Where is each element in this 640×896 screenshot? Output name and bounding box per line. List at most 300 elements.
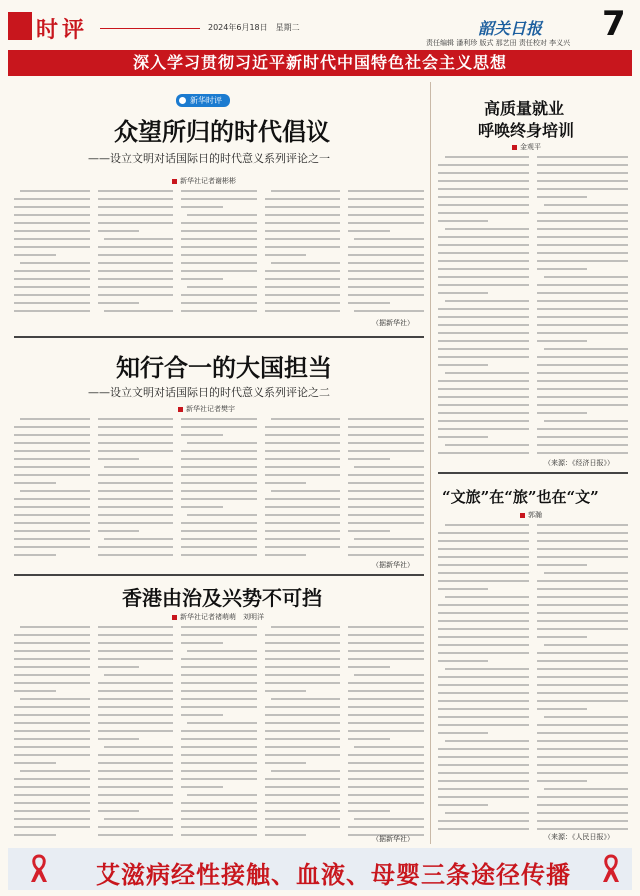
text-line	[348, 826, 424, 828]
text-line	[537, 588, 628, 590]
text-line	[20, 490, 90, 492]
text-line	[438, 196, 529, 198]
text-line	[348, 230, 390, 232]
article-2-byline-text: 新华社记者樊宇	[186, 405, 235, 413]
text-line	[438, 436, 488, 438]
text-line	[181, 626, 257, 628]
text-line	[265, 826, 341, 828]
text-line	[181, 810, 257, 812]
text-line	[348, 522, 424, 524]
text-line	[98, 658, 174, 660]
text-line	[181, 802, 257, 804]
text-line	[98, 666, 140, 668]
text-line	[438, 604, 529, 606]
text-line	[181, 754, 257, 756]
text-line	[348, 474, 424, 476]
text-line	[537, 772, 628, 774]
text-line	[537, 724, 628, 726]
text-line	[438, 628, 529, 630]
text-line	[438, 172, 529, 174]
text-column	[181, 190, 257, 316]
text-line	[348, 190, 424, 192]
text-line	[104, 538, 174, 540]
text-line	[537, 356, 628, 358]
badge-label: 新华时评	[190, 96, 222, 105]
text-line	[181, 294, 257, 296]
byline-marker	[178, 407, 183, 412]
text-line	[98, 482, 174, 484]
text-line	[265, 246, 341, 248]
text-line	[14, 706, 90, 708]
text-line	[537, 756, 628, 758]
text-line	[438, 748, 529, 750]
text-line	[187, 442, 257, 444]
text-line	[438, 244, 529, 246]
text-line	[438, 556, 529, 558]
text-line	[14, 754, 90, 756]
text-line	[544, 788, 628, 790]
text-line	[537, 188, 628, 190]
text-line	[14, 538, 90, 540]
text-line	[181, 554, 257, 556]
text-line	[181, 190, 257, 192]
article-5-byline-text: 郭瀚	[528, 511, 542, 519]
text-line	[265, 214, 341, 216]
article-3-byline	[172, 612, 264, 622]
text-line	[181, 762, 257, 764]
text-line	[265, 474, 341, 476]
text-column	[265, 190, 341, 316]
text-column	[98, 418, 174, 558]
text-line	[438, 716, 529, 718]
text-line	[181, 262, 257, 264]
text-line	[98, 802, 174, 804]
text-line	[14, 714, 90, 716]
text-line	[348, 294, 424, 296]
text-line	[438, 388, 529, 390]
text-line	[181, 206, 223, 208]
text-line	[181, 466, 257, 468]
text-line	[265, 498, 341, 500]
text-line	[438, 316, 529, 318]
text-line	[14, 746, 90, 748]
article-2-source: （据新华社）	[372, 561, 414, 569]
text-line	[354, 818, 424, 820]
text-line	[537, 324, 628, 326]
text-line	[354, 310, 424, 312]
article-1-source: （据新华社）	[372, 319, 414, 327]
article-separator	[438, 472, 628, 474]
text-line	[537, 284, 628, 286]
text-line	[265, 658, 341, 660]
text-column	[181, 418, 257, 558]
text-column	[348, 190, 424, 316]
text-line	[181, 418, 257, 420]
text-column	[98, 626, 174, 836]
text-line	[438, 212, 529, 214]
text-line	[348, 658, 424, 660]
text-line	[181, 278, 223, 280]
text-line	[348, 498, 424, 500]
text-line	[438, 164, 529, 166]
text-line	[98, 690, 174, 692]
article-1-subtitle: ——设立文明对话国际日的时代意义系列评论之一	[88, 152, 330, 165]
text-line	[438, 396, 529, 398]
text-line	[14, 302, 90, 304]
text-line	[438, 572, 529, 574]
text-line	[537, 228, 628, 230]
text-line	[14, 450, 90, 452]
text-line	[104, 674, 174, 676]
text-line	[14, 458, 90, 460]
text-line	[98, 442, 174, 444]
text-line	[438, 532, 529, 534]
text-line	[181, 482, 257, 484]
text-line	[265, 278, 341, 280]
text-line	[348, 634, 424, 636]
text-line	[14, 482, 56, 484]
text-line	[265, 746, 341, 748]
text-line	[438, 644, 529, 646]
text-line	[348, 802, 424, 804]
text-line	[537, 404, 628, 406]
text-line	[445, 156, 529, 158]
text-line	[181, 730, 257, 732]
text-line	[438, 428, 529, 430]
text-line	[265, 482, 307, 484]
article-2-title: 知行合一的大国担当	[116, 353, 332, 382]
text-line	[181, 458, 257, 460]
text-line	[537, 604, 628, 606]
text-line	[98, 722, 174, 724]
text-line	[537, 828, 628, 830]
text-line	[98, 738, 140, 740]
article-4-body	[438, 156, 628, 456]
text-line	[104, 238, 174, 240]
text-line	[537, 556, 628, 558]
text-line	[537, 636, 587, 638]
text-line	[98, 426, 174, 428]
text-line	[445, 300, 529, 302]
text-line	[537, 684, 628, 686]
text-line	[187, 514, 257, 516]
text-line	[20, 190, 90, 192]
text-line	[181, 826, 257, 828]
text-line	[537, 308, 628, 310]
text-line	[348, 810, 390, 812]
text-line	[14, 674, 90, 676]
text-line	[438, 308, 529, 310]
text-line	[265, 522, 341, 524]
text-line	[14, 286, 90, 288]
text-line	[438, 724, 529, 726]
text-line	[348, 206, 424, 208]
text-line	[181, 490, 257, 492]
text-line	[14, 434, 90, 436]
text-line	[438, 612, 529, 614]
editors-line: 责任编辑 潘利珍 版式 那艺田 责任校对 李义兴	[426, 39, 571, 47]
text-column	[181, 626, 257, 836]
text-line	[14, 762, 56, 764]
text-line	[537, 380, 628, 382]
text-line	[348, 698, 424, 700]
text-line	[20, 698, 90, 700]
text-line	[348, 690, 424, 692]
text-column	[265, 418, 341, 558]
text-line	[348, 458, 390, 460]
section-name: 时评	[36, 18, 89, 43]
text-line	[98, 278, 174, 280]
text-line	[537, 236, 628, 238]
text-line	[445, 524, 529, 526]
text-line	[265, 674, 341, 676]
text-line	[348, 626, 424, 628]
text-line	[537, 180, 628, 182]
text-line	[14, 466, 90, 468]
text-line	[348, 482, 424, 484]
text-column	[438, 156, 529, 456]
text-line	[438, 204, 529, 206]
text-line	[271, 490, 341, 492]
text-line	[348, 642, 424, 644]
text-line	[445, 740, 529, 742]
article-2-subtitle: ——设立文明对话国际日的时代意义系列评论之二	[88, 386, 330, 399]
article-2-byline	[178, 404, 235, 414]
text-line	[104, 466, 174, 468]
text-line	[98, 730, 174, 732]
text-line	[14, 786, 90, 788]
text-line	[265, 834, 307, 836]
text-line	[181, 770, 257, 772]
text-line	[537, 796, 628, 798]
text-line	[537, 196, 587, 198]
text-line	[98, 490, 174, 492]
text-column	[537, 524, 628, 830]
text-line	[14, 634, 90, 636]
badge-dot-icon	[179, 97, 186, 104]
text-line	[14, 658, 90, 660]
text-line	[98, 206, 174, 208]
text-line	[181, 634, 257, 636]
text-column	[438, 524, 529, 830]
text-line	[438, 420, 529, 422]
text-line	[98, 650, 174, 652]
issue-date: 2024年6月18日 星期二	[208, 23, 300, 32]
text-line	[98, 642, 174, 644]
text-line	[14, 666, 90, 668]
text-line	[438, 828, 529, 830]
public-service-ad	[8, 848, 632, 890]
text-line	[445, 596, 529, 598]
text-line	[348, 730, 424, 732]
text-line	[98, 230, 140, 232]
text-line	[438, 268, 529, 270]
text-line	[98, 418, 174, 420]
text-line	[181, 778, 257, 780]
text-line	[265, 642, 341, 644]
text-line	[438, 652, 529, 654]
text-line	[181, 522, 257, 524]
text-line	[348, 198, 424, 200]
text-line	[537, 268, 587, 270]
text-line	[354, 674, 424, 676]
text-line	[537, 428, 628, 430]
text-line	[537, 332, 628, 334]
red-ribbon-icon	[28, 854, 50, 884]
text-line	[348, 722, 424, 724]
text-line	[14, 530, 90, 532]
text-line	[348, 214, 424, 216]
text-line	[537, 564, 587, 566]
text-line	[537, 396, 628, 398]
text-line	[537, 660, 628, 662]
article-separator	[14, 574, 424, 576]
text-line	[537, 172, 628, 174]
text-line	[104, 746, 174, 748]
text-line	[14, 818, 90, 820]
text-line	[98, 698, 174, 700]
text-line	[98, 706, 174, 708]
text-line	[14, 254, 56, 256]
text-line	[265, 302, 341, 304]
text-line	[98, 198, 174, 200]
text-line	[537, 748, 628, 750]
article-5-title: “文旅”在“旅”也在“文”	[442, 488, 599, 506]
text-line	[445, 668, 529, 670]
text-line	[438, 356, 529, 358]
text-line	[14, 246, 90, 248]
text-line	[348, 762, 424, 764]
text-line	[438, 452, 529, 454]
text-line	[537, 212, 628, 214]
text-line	[98, 458, 140, 460]
text-line	[98, 302, 140, 304]
text-line	[348, 434, 424, 436]
text-line	[181, 198, 257, 200]
text-line	[438, 348, 529, 350]
text-line	[265, 270, 341, 272]
text-line	[181, 674, 257, 676]
text-line	[98, 778, 174, 780]
text-line	[14, 826, 90, 828]
text-line	[181, 506, 223, 508]
text-line	[438, 676, 529, 678]
text-line	[438, 564, 529, 566]
text-line	[98, 270, 174, 272]
text-line	[14, 222, 90, 224]
text-line	[98, 754, 174, 756]
text-line	[14, 554, 56, 556]
text-line	[537, 764, 628, 766]
text-line	[265, 442, 341, 444]
text-line	[265, 238, 341, 240]
text-line	[348, 286, 424, 288]
text-line	[537, 260, 628, 262]
text-line	[348, 262, 424, 264]
text-line	[544, 348, 628, 350]
text-line	[181, 238, 257, 240]
byline-marker	[172, 615, 177, 620]
text-line	[348, 490, 424, 492]
text-line	[265, 706, 341, 708]
text-line	[438, 636, 529, 638]
text-line	[98, 762, 174, 764]
text-line	[265, 666, 341, 668]
article-5-byline	[520, 510, 542, 520]
text-column	[14, 418, 90, 558]
text-line	[537, 532, 628, 534]
text-line	[348, 754, 424, 756]
text-line	[537, 548, 628, 550]
text-line	[348, 254, 424, 256]
text-line	[181, 222, 257, 224]
text-line	[14, 642, 90, 644]
text-line	[438, 236, 529, 238]
text-line	[537, 804, 628, 806]
text-line	[265, 206, 341, 208]
article-1-title: 众望所归的时代倡议	[114, 117, 330, 146]
text-line	[98, 190, 174, 192]
text-line	[537, 820, 628, 822]
text-line	[537, 580, 628, 582]
text-line	[14, 278, 90, 280]
text-line	[265, 802, 341, 804]
text-line	[537, 524, 628, 526]
text-line	[438, 620, 529, 622]
text-line	[181, 706, 257, 708]
text-line	[98, 498, 174, 500]
byline-marker	[512, 145, 517, 150]
text-line	[265, 514, 341, 516]
text-column	[537, 156, 628, 456]
text-line	[544, 420, 628, 422]
text-line	[348, 714, 424, 716]
text-line	[265, 650, 341, 652]
text-line	[14, 238, 90, 240]
text-line	[98, 826, 174, 828]
text-line	[537, 708, 587, 710]
xinhua-commentary-badge	[176, 94, 230, 107]
text-line	[14, 206, 90, 208]
text-line	[445, 444, 529, 446]
text-line	[14, 506, 90, 508]
text-line	[98, 246, 174, 248]
text-line	[354, 238, 424, 240]
text-line	[181, 230, 257, 232]
text-line	[537, 620, 628, 622]
text-line	[265, 310, 341, 312]
article-5-body	[438, 524, 628, 830]
text-line	[348, 770, 424, 772]
text-line	[14, 650, 90, 652]
text-line	[265, 230, 341, 232]
text-line	[348, 682, 424, 684]
text-line	[98, 554, 174, 556]
text-line	[438, 276, 529, 278]
text-line	[348, 738, 390, 740]
text-line	[438, 252, 529, 254]
text-line	[14, 546, 90, 548]
article-1-body	[14, 190, 424, 316]
text-line	[265, 762, 307, 764]
text-line	[181, 834, 257, 836]
text-line	[265, 450, 341, 452]
text-line	[438, 380, 529, 382]
text-line	[348, 270, 424, 272]
text-line	[438, 804, 488, 806]
text-line	[265, 222, 341, 224]
article-4-byline-text: 金观平	[520, 143, 541, 151]
